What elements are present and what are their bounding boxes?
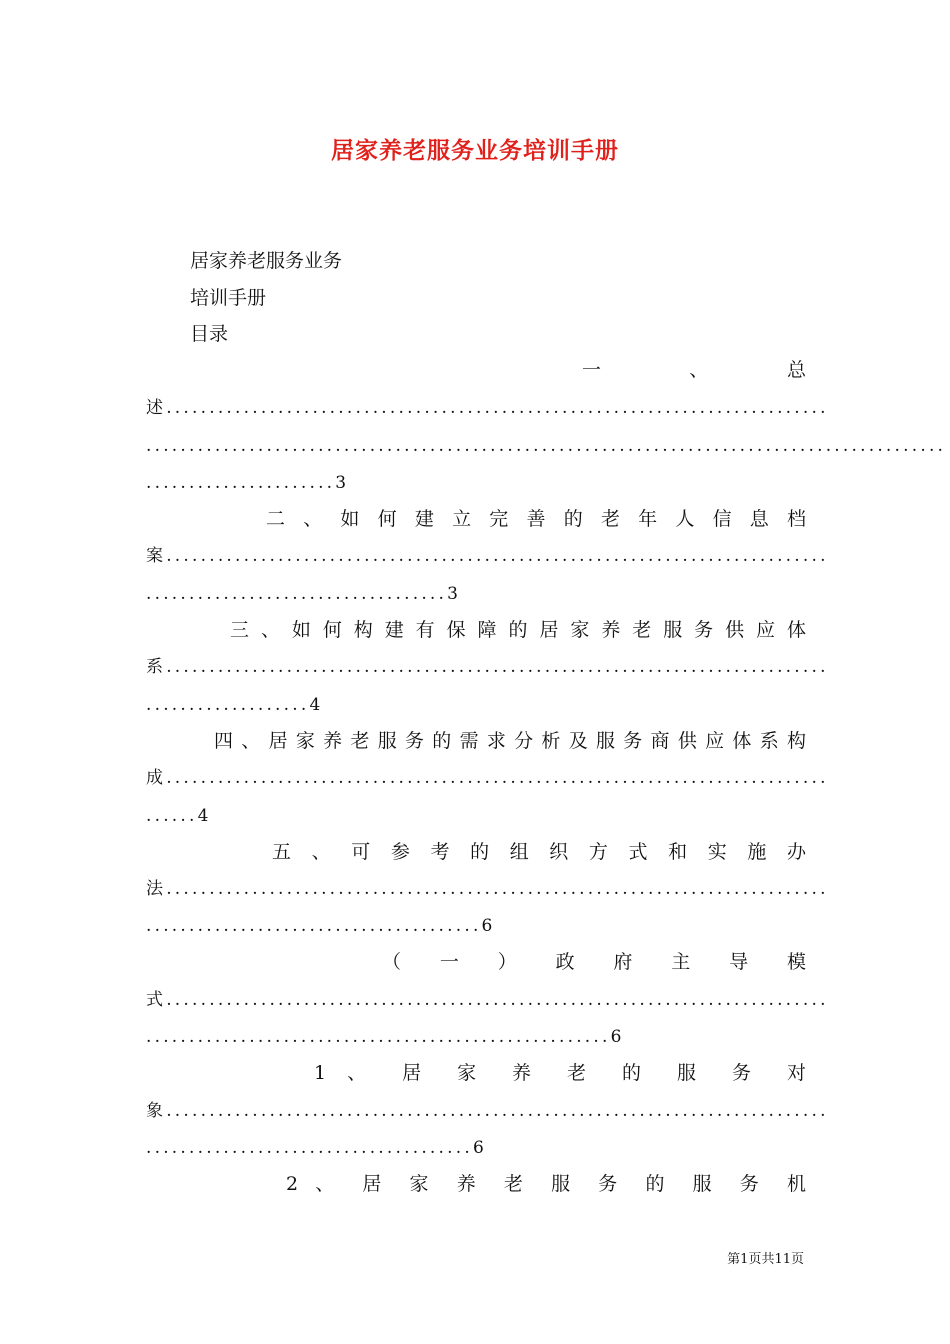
toc-lead-4: 成............................................................................. bbox=[146, 768, 829, 788]
toc-lead-char-7: 象 bbox=[146, 1101, 167, 1121]
toc-page-3: ...................4 bbox=[146, 695, 324, 715]
toc-lead-6: 式............................................................................. bbox=[146, 990, 829, 1010]
intro-line-3: 目录 bbox=[190, 323, 229, 345]
toc-dots-1: ............................................................................................. bbox=[146, 436, 947, 456]
toc-page-1: ......................3 bbox=[146, 473, 350, 493]
toc-page-4: ......4 bbox=[146, 806, 212, 826]
toc-lead-char-5: 法 bbox=[146, 879, 167, 899]
toc-heading-3: 三 、 如 何 构 建 有 保 障 的 居 家 养 老 服 务 供 应 体 bbox=[230, 619, 806, 641]
document-title: 居家养老服务业务培训手册 bbox=[331, 137, 619, 164]
toc-lead-7: 象............................................................................. bbox=[146, 1101, 829, 1121]
toc-lead-5: 法............................................................................. bbox=[146, 879, 829, 899]
toc-page-2: ...................................3 bbox=[146, 584, 462, 604]
toc-heading-5: 五 、 可 参 考 的 组 织 方 式 和 实 施 办 bbox=[272, 841, 806, 863]
toc-heading-1: 一 、 总 bbox=[582, 359, 806, 381]
toc-heading-2: 二 、 如 何 建 立 完 善 的 老 年 人 信 息 档 bbox=[266, 508, 806, 530]
toc-page-7: ......................................6 bbox=[146, 1138, 487, 1158]
toc-page-5: .......................................6 bbox=[146, 916, 496, 936]
page-number-footer: 第1页共11页 bbox=[727, 1252, 804, 1267]
intro-line-2: 培训手册 bbox=[190, 287, 267, 309]
toc-lead-char-2: 案 bbox=[146, 546, 167, 566]
intro-line-1: 居家养老服务业务 bbox=[190, 250, 343, 272]
toc-lead-char-1: 述 bbox=[146, 398, 167, 418]
toc-heading-6: （ 一 ） 政 府 主 导 模 bbox=[382, 951, 806, 973]
toc-lead-3: 系............................................................................. bbox=[146, 657, 829, 677]
toc-lead-char-6: 式 bbox=[146, 990, 167, 1010]
toc-lead-1: 述............................................................................. bbox=[146, 398, 829, 418]
toc-lead-char-4: 成 bbox=[146, 768, 167, 788]
toc-heading-8: 2 、 居 家 养 老 服 务 的 服 务 机 bbox=[286, 1173, 806, 1195]
toc-lead-char-3: 系 bbox=[146, 657, 167, 677]
toc-heading-4: 四、居家养老服务的需求分析及服务商供应体系构 bbox=[214, 730, 806, 752]
toc-page-6: ......................................................6 bbox=[146, 1027, 625, 1047]
toc-heading-7: 1 、 居 家 养 老 的 服 务 对 bbox=[314, 1062, 806, 1084]
toc-lead-2: 案............................................................................. bbox=[146, 546, 829, 566]
